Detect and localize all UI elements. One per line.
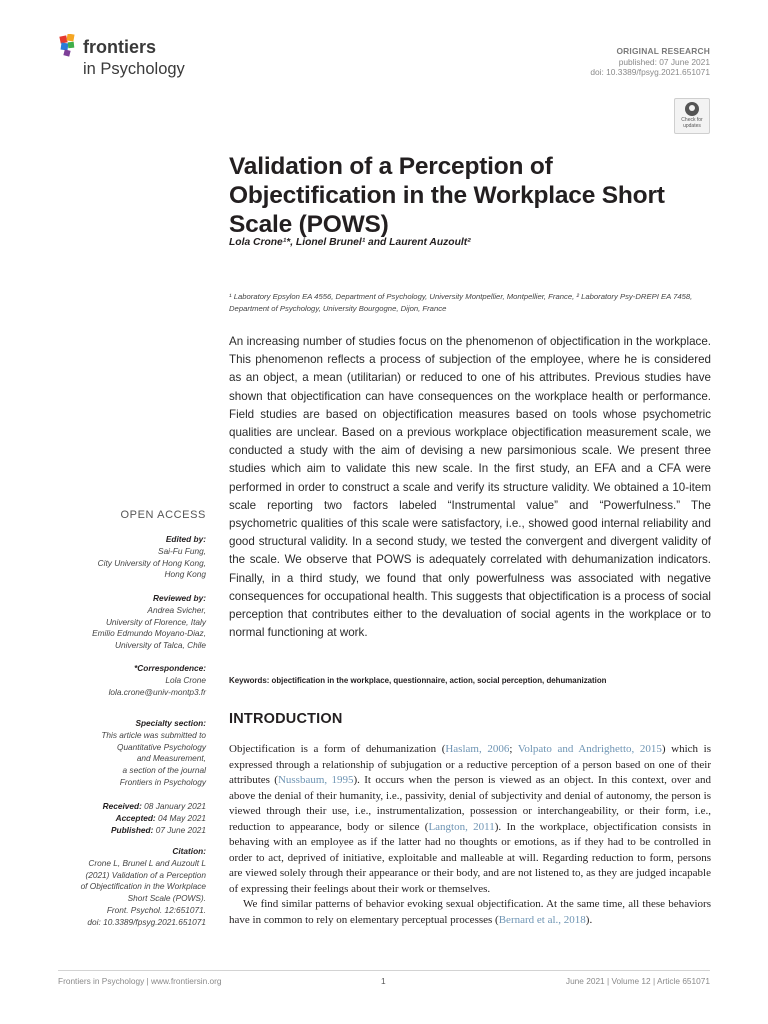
dates-block — [58, 801, 206, 836]
page-number: 1 — [381, 976, 386, 986]
citation-line: Front. Psychol. 12:651071. — [106, 904, 206, 915]
citation-line: Short Scale (POWS). — [127, 893, 206, 904]
edited-by-heading: Edited by: — [165, 534, 206, 544]
citation-link[interactable]: Bernard et al., 2018 — [498, 913, 586, 926]
specialty-section-block — [58, 718, 206, 789]
editor-affiliation: City University of Hong Kong, — [97, 557, 206, 568]
introduction-body — [229, 742, 711, 928]
citation-line: Crone L, Brunel L and Auzoult L — [88, 857, 206, 868]
reviewer-name: Andrea Svicher, — [147, 604, 206, 615]
author-affiliations: ¹ Laboratory Epsylon EA 4556, Department of Psychology, University Montpellier, Montpellier, France, ² Laboratory Psy-DREPI EA 7458, Department of Psychology, University Bourgogne, Dijon, France — [229, 292, 693, 313]
article-meta — [590, 46, 710, 78]
section-heading-introduction: INTRODUCTION — [229, 711, 343, 727]
specialty-line: Quantitative Psychology — [116, 741, 206, 752]
accepted-value: 04 May 2021 — [158, 812, 206, 823]
text-run: Objectification is a form of dehumanization ( — [229, 743, 446, 755]
citation-block — [58, 846, 206, 929]
accepted-date — [58, 813, 206, 825]
text-run: ). It occurs when the person is viewed as an object. In this context, over and above the denial of their humanity, i.e., passivity, denial of subjectivity and denial of autonomy, the person is viewed through their use, i.e., instrumentalization, possession or interchangeability, or their form, i.e., reduction to appearance, body or silence ( — [229, 774, 711, 833]
frontiers-logo-icon — [58, 34, 82, 60]
citation-link[interactable]: Haslam, 2006 — [445, 743, 510, 755]
article-authors: Lola Crone¹*, Lionel Brunel¹ and Laurent Auzoult² — [229, 237, 471, 248]
reviewer-name: Emilio Edmundo Moyano-Diaz, — [92, 628, 206, 639]
text-run: ; — [509, 743, 518, 755]
keywords: Keywords: objectification in the workplace, questionnaire, action, social perception, dehumanization — [229, 676, 607, 685]
published-label: Published: — [110, 824, 154, 835]
footer-divider — [58, 970, 710, 971]
check-updates-icon — [685, 102, 699, 116]
text-run: ). — [585, 913, 593, 926]
specialty-heading: Specialty section: — [135, 718, 206, 728]
citation-link[interactable]: Volpato and Andrighetto, 2015 — [517, 743, 662, 755]
editor-name: Sai-Fu Fung, — [158, 545, 206, 556]
abstract: An increasing number of studies focus on the phenomenon of objectification in the workplace. This phenomenon reflects a process of subjection of the employee, where he is considered as an object, a mean (utilitarian) or reduced to one of his attributes. Previous studies have shown that objectification can have consequences on the workplace health or performance. Field studies are based on objectification measures based on tools whose psychometric qualities are unclear. Based on a previous workplace objectification measurement scale, we conducted a study with the aim of devising a new parsimonious scale. We present three studies which aim to validate this new scale. In the first study, an EFA and a CFA were performed in order to construct a scale and verify its structure validity. We obtained a 10-item scale reporting two factors labeled “Instrumental value” and “Powerfulness.” The psychometric qualities of this scale were satisfactory, i.e., showed good internal reliability and good structural validity. In a second study, we tested the convergent and divergent validity of the scale. We observe that POWS is adequately correlated with dehumanization indicators. Finally, in a third study, we found that only powerfulness was associated with negative consequences for occupational health. This suggests that objectification is a process of social perception that contributes either to the devaluation of social agents in the workplace or to normal functioning at work. — [229, 335, 711, 640]
journal-name: frontiers — [83, 37, 157, 57]
citation-link[interactable]: Langton, 2011 — [428, 820, 495, 833]
published-date: published: 07 June 2021 — [618, 56, 710, 67]
received-value: 08 January 2021 — [144, 801, 206, 811]
correspondence-email[interactable]: lola.crone@univ-montp3.fr — [108, 686, 206, 697]
correspondence-name: Lola Crone — [165, 674, 206, 685]
published-value: 07 June 2021 — [155, 824, 206, 835]
correspondence-heading: *Correspondence: — [134, 663, 206, 673]
received-date — [58, 801, 206, 813]
citation-line: of Objectification in the Workplace — [80, 881, 206, 892]
paragraph — [229, 742, 711, 897]
text-run: ) which is expressed through a relationship of subjugation or a reductive perception of a person based on one of their attributes ( — [229, 743, 711, 786]
edited-by-block — [58, 534, 206, 581]
citation-link[interactable]: Nussbaum, 1995 — [277, 774, 354, 786]
reviewed-by-heading: Reviewed by: — [152, 593, 206, 603]
article-type: ORIGINAL RESEARCH — [616, 46, 710, 56]
citation-doi[interactable]: doi: 10.3389/fpsyg.2021.651071 — [87, 916, 206, 927]
specialty-line: Frontiers in Psychology — [119, 776, 206, 787]
citation-heading: Citation: — [172, 846, 206, 856]
check-for-updates-badge[interactable] — [674, 98, 710, 134]
footer-journal[interactable]: Frontiers in Psychology | www.frontiersin.org — [58, 976, 222, 986]
specialty-line: a section of the journal — [122, 765, 206, 776]
text-run: ). In the workplace, objectification consists in behaving with an employee as if the latter had no thoughts or emotions, as if they had to be controlled in order to act, deprived of initiative, exploitable and malleable at will. Regarding reduction to form, persons are viewed solely through their appearance or their body, and are not listened to, as they are judged incapable of expressing their feelings about their work or themselves. — [229, 820, 711, 895]
published-date-side — [58, 825, 206, 837]
article-title: Validation of a Perception of Objectification in the Workplace Short Scale (POWS) — [229, 153, 665, 238]
reviewer-affiliation: University of Florence, Italy — [105, 616, 206, 627]
paragraph — [229, 897, 711, 928]
reviewed-by-block — [58, 593, 206, 652]
specialty-line: This article was submitted to — [101, 729, 206, 740]
specialty-line: and Measurement, — [136, 753, 206, 764]
received-label: Received: — [102, 801, 142, 811]
reviewer-affiliation: University of Talca, Chile — [115, 640, 206, 651]
text-run: We find similar patterns of behavior evoking sexual objectification. At the same time, all these behaviors have in common to rely on elementary perceptual processes ( — [229, 898, 711, 926]
editor-affiliation: Hong Kong — [164, 569, 206, 580]
open-access-label: OPEN ACCESS — [120, 509, 206, 521]
journal-subname: in Psychology — [83, 60, 185, 78]
footer-volume: June 2021 | Volume 12 | Article 651071 — [565, 976, 710, 986]
accepted-label: Accepted: — [115, 812, 156, 823]
correspondence-block — [58, 663, 206, 698]
doi[interactable]: doi: 10.3389/fpsyg.2021.651071 — [590, 67, 710, 77]
citation-line: (2021) Validation of a Perception — [85, 869, 206, 880]
check-updates-label: Check for updates — [681, 117, 703, 129]
